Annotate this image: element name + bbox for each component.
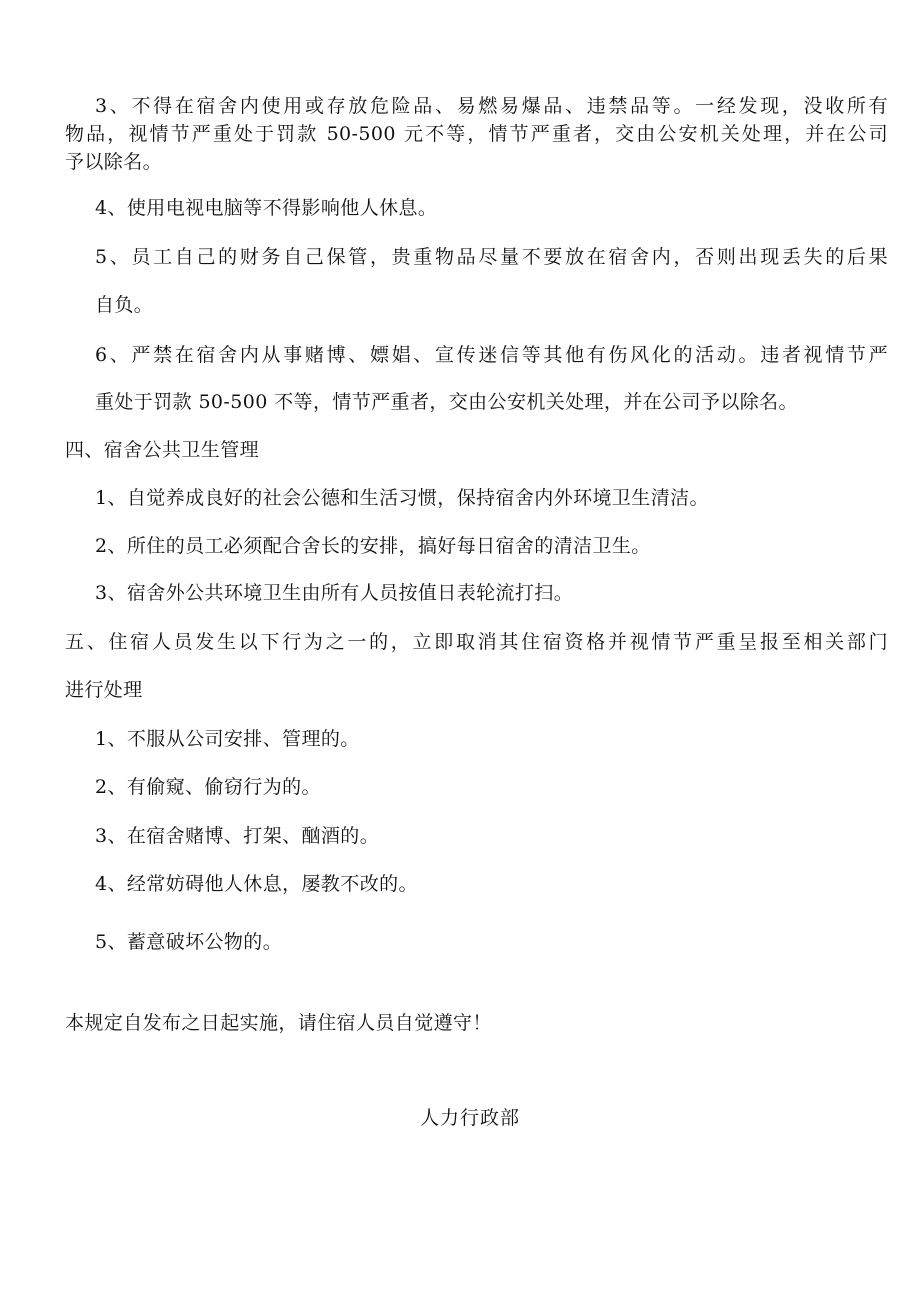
section-4-item-2: 2、所住的员工必须配合舍长的安排，搞好每日宿舍的清洁卫生。 [95, 535, 651, 557]
section-5-item-1: 1、不服从公司安排、管理的。 [95, 728, 360, 750]
section-5-item-5: 5、蓄意破坏公物的。 [95, 931, 283, 953]
section-5-item-2: 2、有偷窥、偷窃行为的。 [95, 776, 321, 798]
rule-6-line-2: 重处于罚款 50-500 不等，情节严重者，交由公安机关处理，并在公司予以除名。 [95, 391, 798, 413]
section-4-item-1: 1、自觉养成良好的社会公德和生活习惯，保持宿舍内外环境卫生清洁。 [95, 487, 709, 509]
rule-3-line-2: 物品，视情节严重处于罚款 50-500 元不等，情节严重者，交由公安机关处理，并在公司 [65, 123, 888, 145]
section-5-heading-line-2: 进行处理 [65, 679, 143, 701]
rule-5-line-1: 5、员工自己的财务自己保管，贵重物品尽量不要放在宿舍内，否则出现丢失的后果 [95, 246, 888, 268]
rule-6-line-1: 6、严禁在宿舍内从事赌博、嫖娼、宣传迷信等其他有伤风化的活动。违者视情节严 [95, 344, 888, 366]
rule-3-line-1: 3、不得在宿舍内使用或存放危险品、易燃易爆品、违禁品等。一经发现，没收所有 [95, 95, 888, 117]
rule-3-line-3: 予以除名。 [65, 151, 163, 173]
section-4-heading: 四、宿舍公共卫生管理 [65, 439, 260, 461]
section-5-item-3: 3、在宿舍赌博、打架、酗酒的。 [95, 825, 380, 847]
rule-4: 4、使用电视电脑等不得影响他人休息。 [95, 197, 438, 219]
section-5-item-4: 4、经常妨碍他人休息，屡教不改的。 [95, 873, 418, 895]
rule-5-line-2: 自负。 [95, 294, 154, 316]
section-5-heading-line-1: 五、住宿人员发生以下行为之一的，立即取消其住宿资格并视情节严重呈报至相关部门 [65, 631, 888, 653]
closing-statement: 本规定自发布之日起实施，请住宿人员自觉遵守！ [65, 1012, 492, 1034]
signature-department: 人力行政部 [420, 1107, 521, 1129]
section-4-item-3: 3、宿舍外公共环境卫生由所有人员按值日表轮流打扫。 [95, 582, 574, 604]
